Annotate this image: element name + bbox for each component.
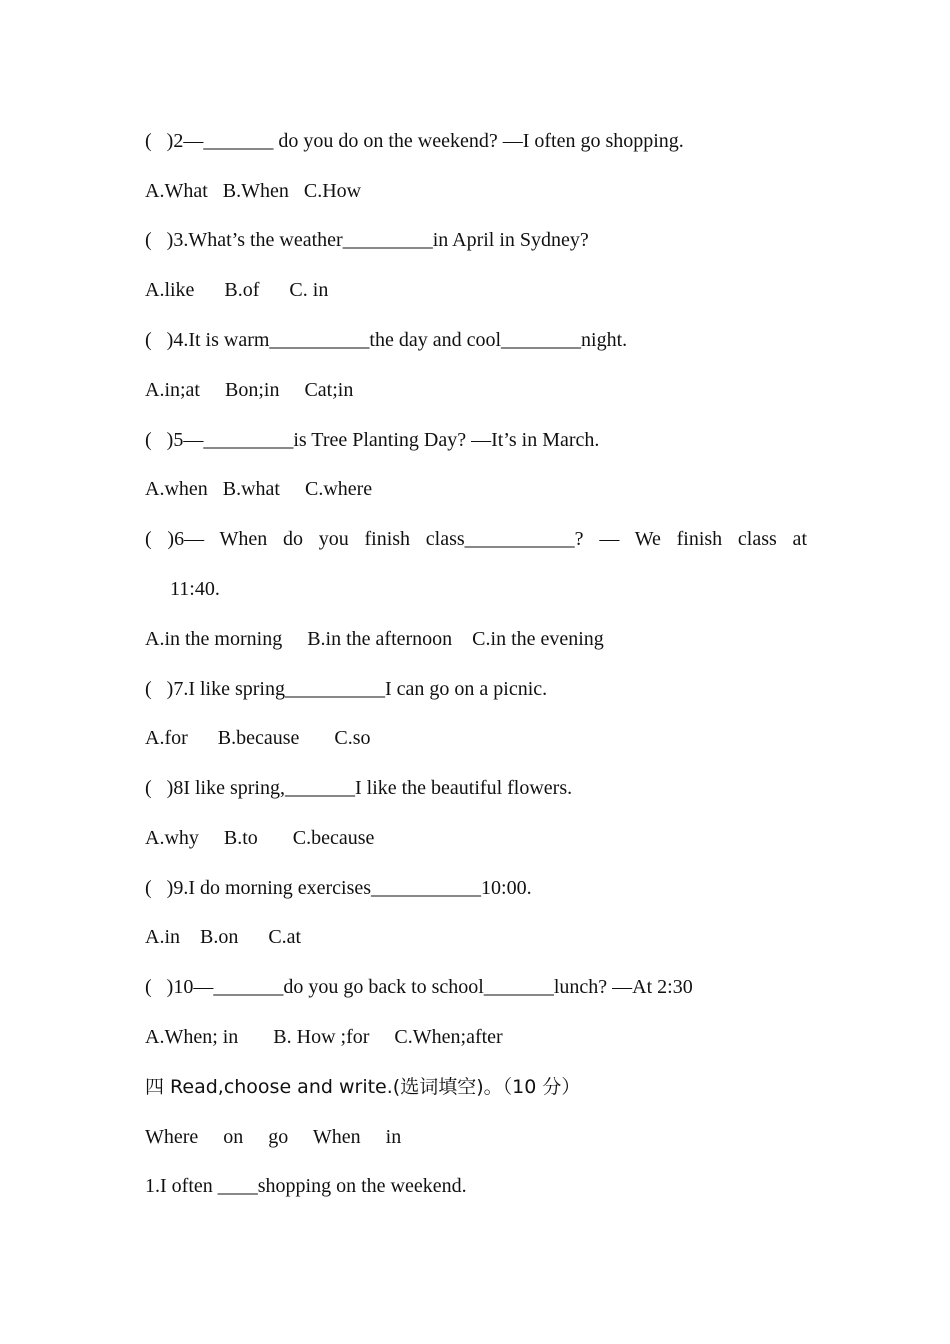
question-6: ( )6— When do you finish class___________? — We finish class at xyxy=(145,528,807,550)
question-2-options: A.What B.When C.How xyxy=(145,180,362,202)
question-5-options: A.when B.what C.where xyxy=(145,478,373,500)
section-4-title: 四 Read,choose and write.(选词填空)。（10 分） xyxy=(145,1076,581,1098)
question-2: ( )2—_______ do you do on the weekend? —I often go shopping. xyxy=(145,130,684,152)
question-3: ( )3.What’s the weather_________in April in Sydney? xyxy=(145,229,589,251)
question-7: ( )7.I like spring__________I can go on a picnic. xyxy=(145,678,548,700)
question-9-options: A.in B.on C.at xyxy=(145,926,302,948)
question-6-options: A.in the morning B.in the afternoon C.in the evening xyxy=(145,628,604,650)
section-4-question-1: 1.I often ____shopping on the weekend. xyxy=(145,1175,467,1197)
question-9: ( )9.I do morning exercises___________10:00. xyxy=(145,877,532,899)
question-8-options: A.why B.to C.because xyxy=(145,827,375,849)
question-8: ( )8I like spring,_______I like the beautiful flowers. xyxy=(145,777,573,799)
question-6-continuation: 11:40. xyxy=(170,578,220,600)
word-bank: Where on go When in xyxy=(145,1126,402,1148)
question-4-options: A.in;at Bon;in Cat;in xyxy=(145,379,354,401)
question-10-options: A.When; in B. How ;for C.When;after xyxy=(145,1026,503,1048)
question-3-options: A.like B.of C. in xyxy=(145,279,329,301)
question-5: ( )5—_________is Tree Planting Day? —It’s in March. xyxy=(145,429,600,451)
question-10: ( )10—_______do you go back to school_______lunch? —At 2:30 xyxy=(145,976,693,998)
question-7-options: A.for B.because C.so xyxy=(145,727,371,749)
question-4: ( )4.It is warm__________the day and cool________night. xyxy=(145,329,628,351)
